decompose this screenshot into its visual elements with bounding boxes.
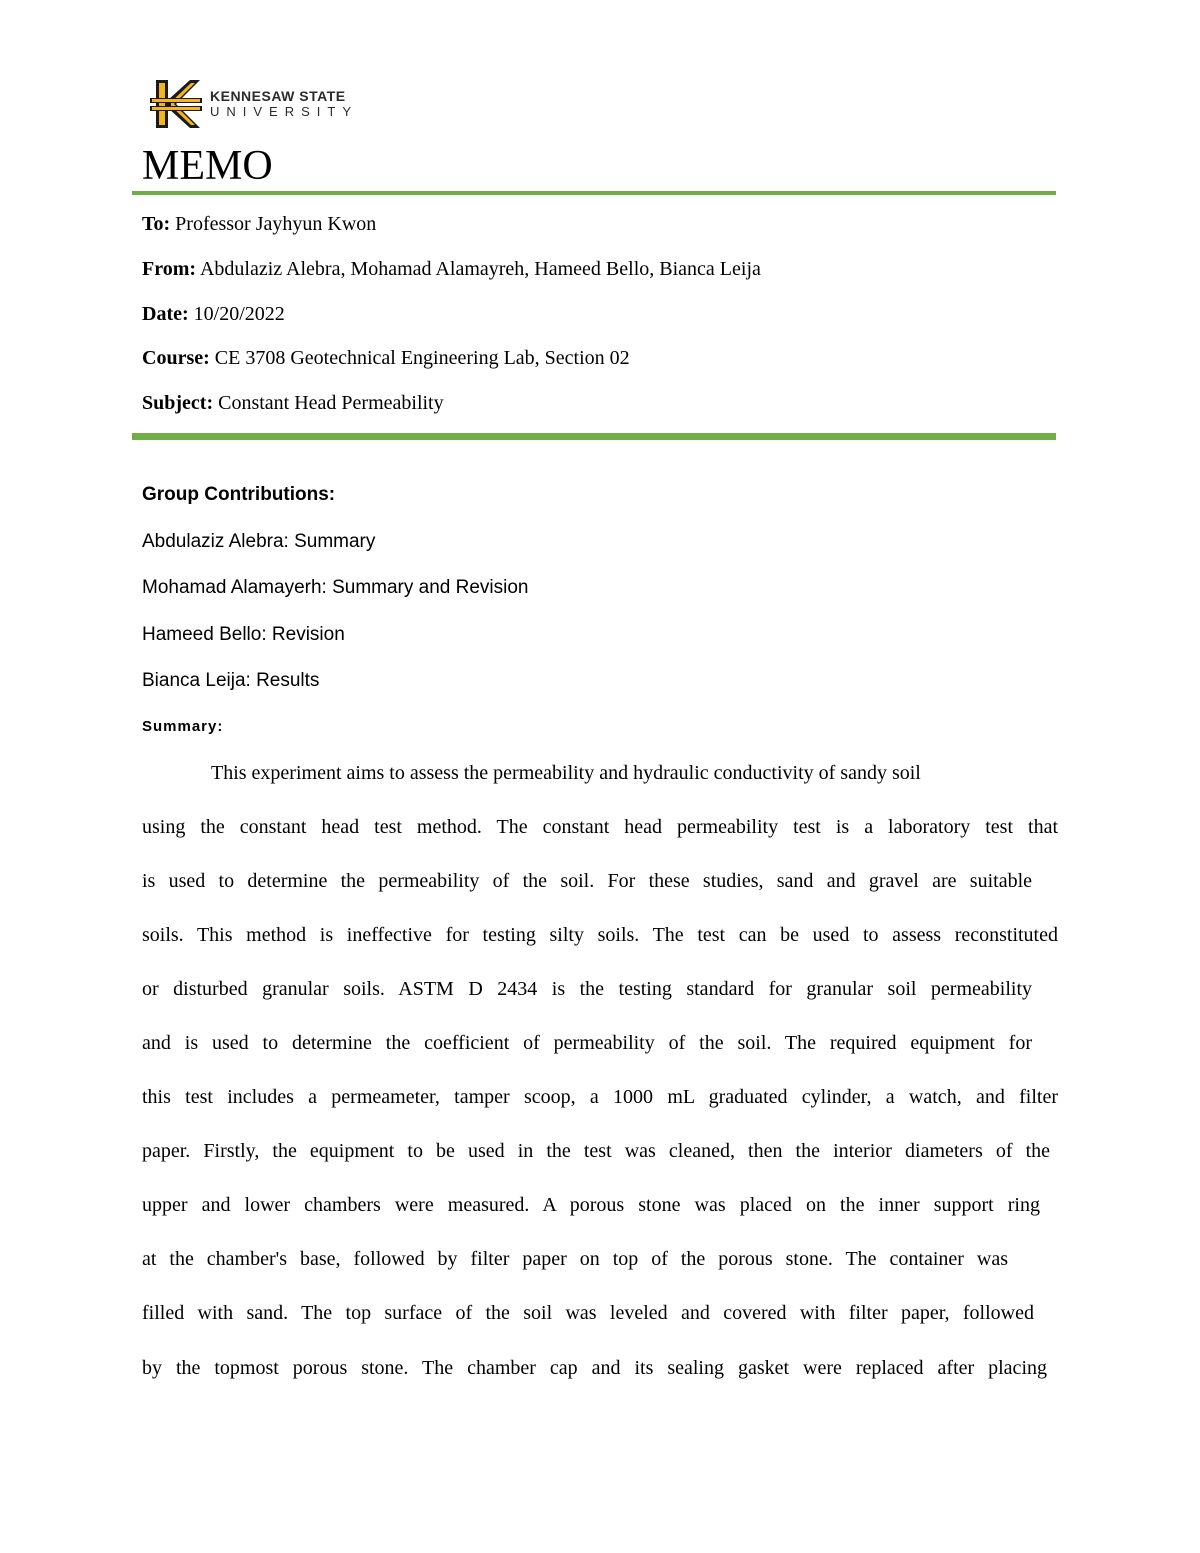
course-line bbox=[142, 346, 630, 370]
summary-line: soils. This method is ineffective for testing silty soils. The test can be used to assess reconstituted bbox=[142, 924, 1058, 946]
course-value: CE 3708 Geotechnical Engineering Lab, Section 02 bbox=[214, 347, 630, 369]
summary-line: upper and lower chambers were measured. A porous stone was placed on the inner support ring bbox=[142, 1194, 1040, 1216]
contribution-item: Abdulaziz Alebra: Summary bbox=[142, 531, 376, 552]
contributions-heading: Group Contributions: bbox=[142, 484, 336, 505]
subject-value: Constant Head Permeability bbox=[218, 392, 444, 414]
date-line bbox=[142, 302, 285, 326]
top-divider bbox=[132, 191, 1056, 195]
summary-line: using the constant head test method. The constant head permeability test is a laboratory test that bbox=[142, 816, 1058, 838]
logo-line-1: KENNESAW STATE bbox=[210, 88, 346, 104]
summary-line: by the topmost porous stone. The chamber cap and its sealing gasket were replaced after placing bbox=[142, 1357, 1047, 1379]
date-label: Date: bbox=[142, 303, 189, 325]
contribution-item: Bianca Leija: Results bbox=[142, 670, 320, 691]
from-value: Abdulaziz Alebra, Mohamad Alamayreh, Hameed Bello, Bianca Leija bbox=[199, 258, 761, 280]
bottom-divider bbox=[132, 433, 1056, 440]
summary-line: filled with sand. The top surface of the soil was leveled and covered with filter paper, followed bbox=[142, 1302, 1034, 1324]
from-label: From: bbox=[142, 258, 197, 280]
to-label: To: bbox=[142, 213, 171, 235]
summary-line: paper. Firstly, the equipment to be used in the test was cleaned, then the interior diameters of the bbox=[142, 1140, 1050, 1162]
summary-heading: Summary: bbox=[142, 718, 224, 735]
ksu-emblem-icon bbox=[150, 78, 202, 130]
course-label: Course: bbox=[142, 347, 210, 369]
from-line bbox=[142, 257, 761, 281]
contribution-item: Hameed Bello: Revision bbox=[142, 624, 345, 645]
summary-line: or disturbed granular soils. ASTM D 2434 is the testing standard for granular soil permeability bbox=[142, 978, 1032, 1000]
to-value: Professor Jayhyun Kwon bbox=[175, 213, 377, 235]
contribution-item: Mohamad Alamayerh: Summary and Revision bbox=[142, 577, 529, 598]
logo-wordmark bbox=[210, 88, 358, 120]
to-line bbox=[142, 212, 376, 236]
memo-title: MEMO bbox=[142, 143, 273, 189]
date-value: 10/20/2022 bbox=[193, 303, 285, 325]
logo-line-2: UNIVERSITY bbox=[210, 104, 359, 119]
university-logo bbox=[150, 78, 358, 130]
subject-label: Subject: bbox=[142, 392, 214, 414]
summary-line: at the chamber's base, followed by filter paper on top of the porous stone. The container was bbox=[142, 1248, 1008, 1270]
summary-line: this test includes a permeameter, tamper scoop, a 1000 mL graduated cylinder, a watch, and filter bbox=[142, 1086, 1058, 1108]
subject-line bbox=[142, 391, 444, 415]
summary-line: is used to determine the permeability of the soil. For these studies, sand and gravel are suitable bbox=[142, 870, 1032, 892]
summary-line: This experiment aims to assess the permeability and hydraulic conductivity of sandy soil bbox=[211, 762, 921, 784]
summary-line: and is used to determine the coefficient of permeability of the soil. The required equipment for bbox=[142, 1032, 1032, 1054]
